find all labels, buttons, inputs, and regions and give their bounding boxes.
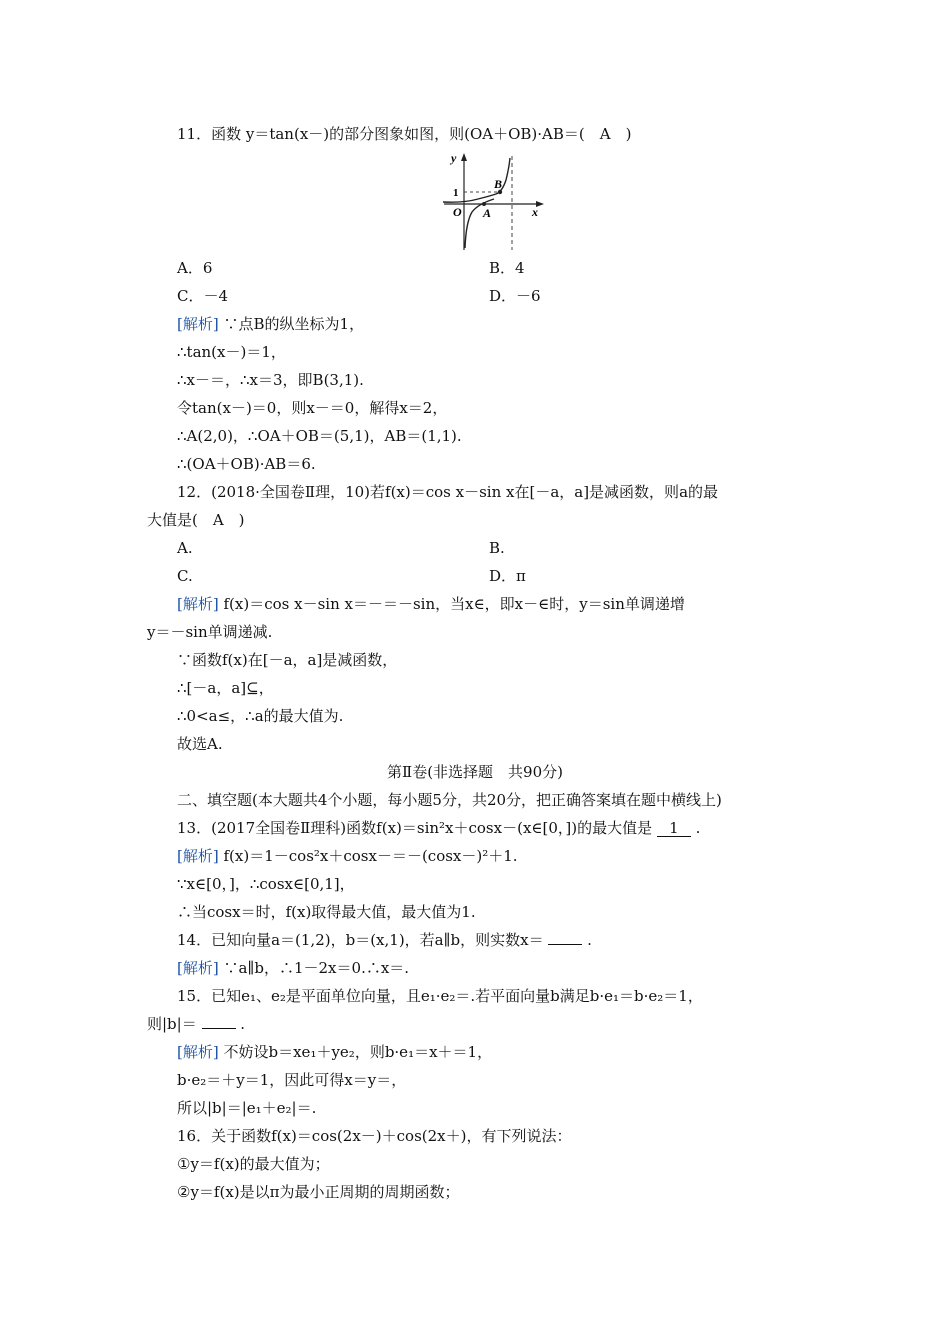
- q13-stem: [177, 818, 700, 838]
- solution-tag: [解析]: [177, 315, 219, 333]
- q14-stem-end: .: [587, 931, 592, 949]
- q13-solution-line-1: [177, 846, 518, 866]
- q15-stem-end: .: [240, 1015, 246, 1033]
- y-label: y: [451, 151, 457, 165]
- solution-tag: [解析]: [177, 959, 219, 977]
- q15-solution-line-2: b·e₂＝＋y＝1，因此可得x＝y＝，: [177, 1071, 407, 1089]
- q11-solution-line-2: ∴tan(x－)＝1，: [177, 343, 286, 361]
- q15-stem-text: 则|b|＝: [147, 1015, 197, 1033]
- solution-tag: [解析]: [177, 847, 219, 865]
- q11-option-c: C．－4: [177, 287, 229, 305]
- q14-solution-text-1: ∵a∥b，∴1－2x＝0.∴x＝.: [223, 959, 410, 977]
- q12-stem-line-2: 大值是( A ): [147, 511, 245, 529]
- b-label: B: [494, 177, 503, 191]
- q12-solution-line-3: ∵函数f(x)在[－a，a]是减函数，: [177, 651, 398, 669]
- q11-solution-line-5: ∴A(2,0)，∴OA＋OB＝(5,1)，AB＝(1,1).: [177, 427, 462, 445]
- q14-answer-blank: [548, 944, 582, 945]
- q16-item-2: ②y＝f(x)是以π为最小正周期的周期函数；: [177, 1183, 460, 1201]
- q13-answer-blank: 1: [657, 820, 691, 837]
- origin-label: O: [453, 205, 462, 219]
- q12-solution-line-5: ∴0<a≤，∴a的最大值为.: [177, 707, 344, 725]
- q15-solution-line-3: 所以|b|＝|e₁＋e₂|＝.: [177, 1099, 317, 1117]
- q14-stem-text: 14．已知向量a＝(1,2)，b＝(x,1)，若a∥b，则实数x＝: [177, 931, 544, 949]
- q15-answer-blank: [202, 1028, 236, 1029]
- q11-solution-line-3: ∴x－＝，∴x＝3，即B(3,1).: [177, 371, 364, 389]
- q11-stem: 11．函数 y＝tan(x－)的部分图象如图，则(OA＋OB)·AB＝( A ): [177, 125, 632, 143]
- q13-stem-text: 13．(2017全国卷Ⅱ理科)函数f(x)＝sin²x＋cosx－(x∈[0，])的最大值是: [177, 819, 653, 837]
- section2-title: 二、填空题(本大题共4个小题，每小题5分，共20分，把正确答案填在题中横线上): [177, 791, 722, 809]
- solution-tag: [解析]: [177, 1043, 219, 1061]
- solution-tag: [解析]: [177, 595, 219, 613]
- q13-stem-end: .: [695, 819, 701, 837]
- q12-solution-line-2: y＝－sin单调递减.: [147, 623, 273, 641]
- q12-solution-line-4: ∴[－a，a]⊆，: [177, 679, 274, 697]
- one-label: 1: [453, 187, 459, 199]
- q12-solution-text-1: f(x)＝cos x－sin x＝－＝－sin，当x∈，即x－∈时，y＝sin单调递增: [223, 595, 685, 613]
- q11-solution-text-1: ∵点B的纵坐标为1，: [223, 315, 365, 333]
- y-axis-arrow: [461, 153, 467, 161]
- q16-stem: 16．关于函数f(x)＝cos(2x－)＋cos(2x＋)，有下列说法：: [177, 1127, 572, 1145]
- q11-solution-line-6: ∴(OA＋OB)·AB＝6.: [177, 455, 316, 473]
- q12-option-c: C.: [177, 567, 193, 585]
- tangent-graph: [438, 150, 548, 252]
- q11-option-d: D．－6: [489, 287, 541, 305]
- part2-title: 第Ⅱ卷(非选择题 共90分): [387, 763, 563, 781]
- q12-solution-line-1: [177, 594, 685, 614]
- q11-solution-line-1: [177, 314, 364, 334]
- q12-stem-line-1: 12．(2018·全国卷Ⅱ理，10)若f(x)＝cos x－sin x在[－a，a]是减函数，则a的最: [177, 483, 719, 501]
- q15-solution-line-1: [177, 1042, 492, 1062]
- x-label: x: [532, 205, 538, 219]
- q16-item-1: ①y＝f(x)的最大值为；: [177, 1155, 330, 1173]
- q15-stem-line-1: 15．已知e₁、e₂是平面单位向量，且e₁·e₂＝.若平面向量b满足b·e₁＝b·e₂＝1，: [177, 987, 703, 1005]
- q12-option-b: B.: [489, 539, 505, 557]
- q11-option-a: A．6: [177, 259, 213, 277]
- q13-solution-text-1: f(x)＝1－cos²x＋cosx－＝－(cosx－)²＋1.: [223, 847, 518, 865]
- q12-solution-line-6: 故选A.: [177, 735, 223, 753]
- q15-stem-line-2: [147, 1014, 245, 1034]
- a-label: A: [483, 206, 492, 220]
- q12-option-a: A.: [177, 539, 193, 557]
- q14-stem: [177, 930, 592, 950]
- q13-solution-line-2: ∵x∈[0，]，∴cosx∈[0,1]，: [177, 875, 355, 893]
- q12-option-d: D．π: [489, 567, 526, 585]
- q14-solution-line-1: [177, 958, 409, 978]
- q15-solution-text-1: 不妨设b＝xe₁＋ye₂，则b·e₁＝x＋＝1，: [223, 1043, 493, 1061]
- q11-option-b: B．4: [489, 259, 525, 277]
- q13-solution-line-3: ∴当cosx＝时，f(x)取得最大值，最大值为1.: [177, 903, 476, 921]
- q11-solution-line-4: 令tan(x－)＝0，则x－＝0，解得x＝2，: [177, 399, 448, 417]
